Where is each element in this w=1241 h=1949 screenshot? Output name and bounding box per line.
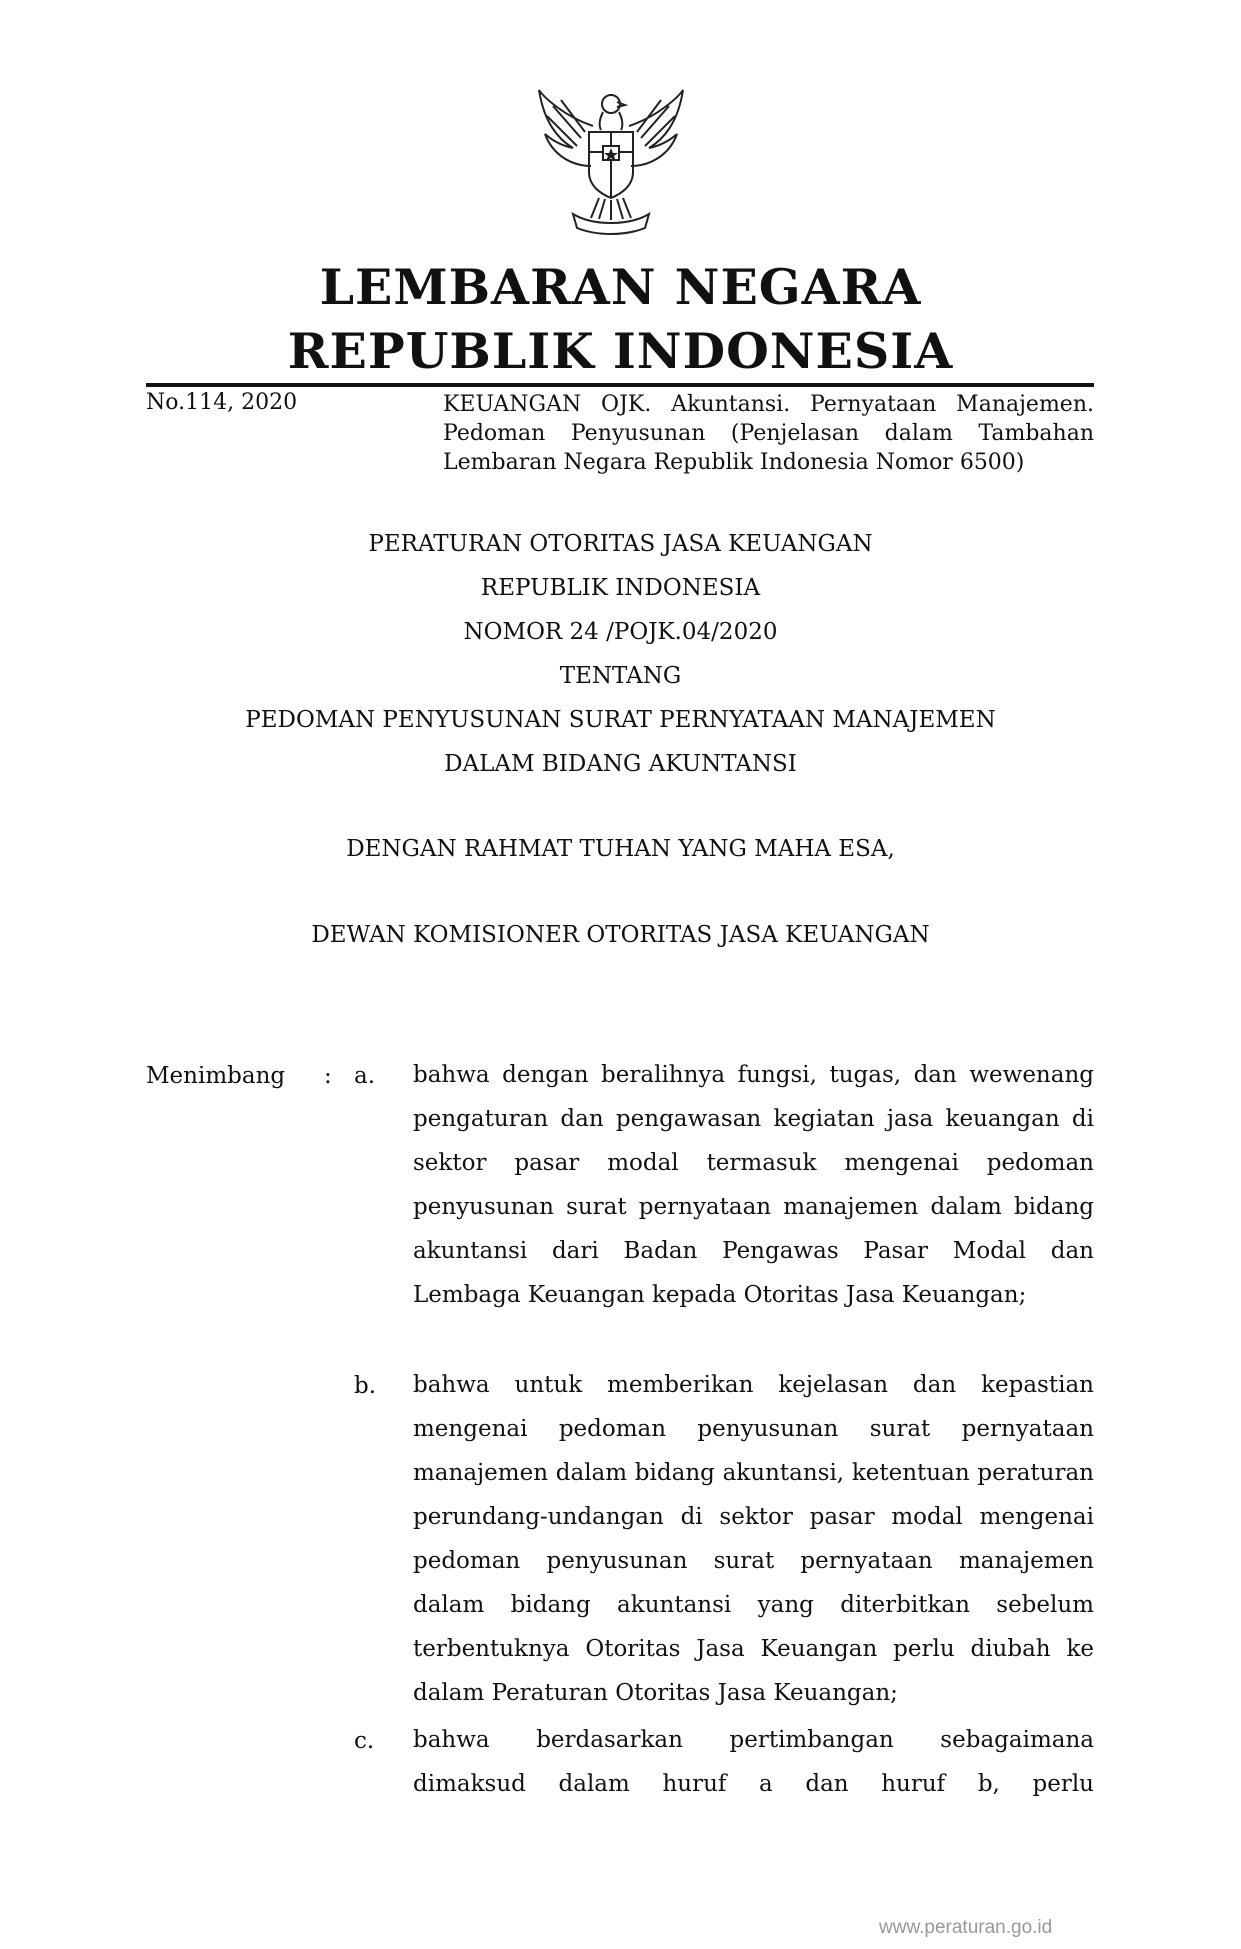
item-marker: a.	[354, 1063, 376, 1089]
considering-label: Menimbang	[146, 1063, 286, 1089]
regulation-about: TENTANG	[559, 663, 682, 689]
footer-website: www.peraturan.go.id	[879, 1917, 1053, 1938]
item-marker: b.	[354, 1373, 377, 1399]
regulation-type: PERATURAN OTORITAS JASA KEUANGAN	[368, 531, 873, 557]
regulation-country: REPUBLIK INDONESIA	[480, 575, 761, 601]
authority: DEWAN KOMISIONER OTORITAS JASA KEUANGAN	[311, 922, 930, 948]
gazette-title-line1: LEMBARAN NEGARA	[319, 258, 922, 316]
considering-item: bahwa dengan beralihnya fungsi, tugas, dan wewenang pengaturan dan pengawasan kegiatan jasa keuangan di sektor pasar modal termasuk mengenai pedoman penyusunan surat pernyataan manajemen dalam bidang akuntansi dari Badan Pengawas Pasar Modal dan Lembaga Keuangan kepada Otoritas Jasa Keuangan;	[413, 1062, 1094, 1308]
considering-item: bahwa berdasarkan pertimbangan sebagaimana dimaksud dalam huruf a dan huruf b, perlu	[413, 1727, 1094, 1797]
gazette-title-line2: REPUBLIK INDONESIA	[287, 322, 954, 380]
item-marker: c.	[354, 1728, 375, 1754]
gazette-number: No.114, 2020	[146, 390, 298, 415]
header-divider	[146, 383, 1094, 387]
gazette-subject: KEUANGAN OJK. Akuntansi. Pernyataan Manajemen. Pedoman Penyusunan (Penjelasan dalam Tambahan Lembaran Negara Republik Indonesia Nomor 6500)	[443, 392, 1094, 475]
invocation: DENGAN RAHMAT TUHAN YANG MAHA ESA,	[346, 836, 895, 862]
regulation-topic-line2: DALAM BIDANG AKUNTANSI	[444, 751, 797, 777]
regulation-number: NOMOR 24 /POJK.04/2020	[463, 619, 778, 645]
considering-item: bahwa untuk memberikan kejelasan dan kepastian mengenai pedoman penyusunan surat pernyataan manajemen dalam bidang akuntansi, ketentuan peraturan perundang-undangan di sektor pasar modal mengenai pedoman penyusunan surat pernyataan manajemen dalam bidang akuntansi yang diterbitkan sebelum terbentuknya Otoritas Jasa Keuangan perlu diubah ke dalam Peraturan Otoritas Jasa Keuangan;	[413, 1372, 1094, 1706]
garuda-emblem-icon	[533, 86, 689, 242]
regulation-topic-line1: PEDOMAN PENYUSUNAN SURAT PERNYATAAN MANAJEMEN	[245, 707, 996, 733]
considering-colon: :	[324, 1063, 332, 1089]
